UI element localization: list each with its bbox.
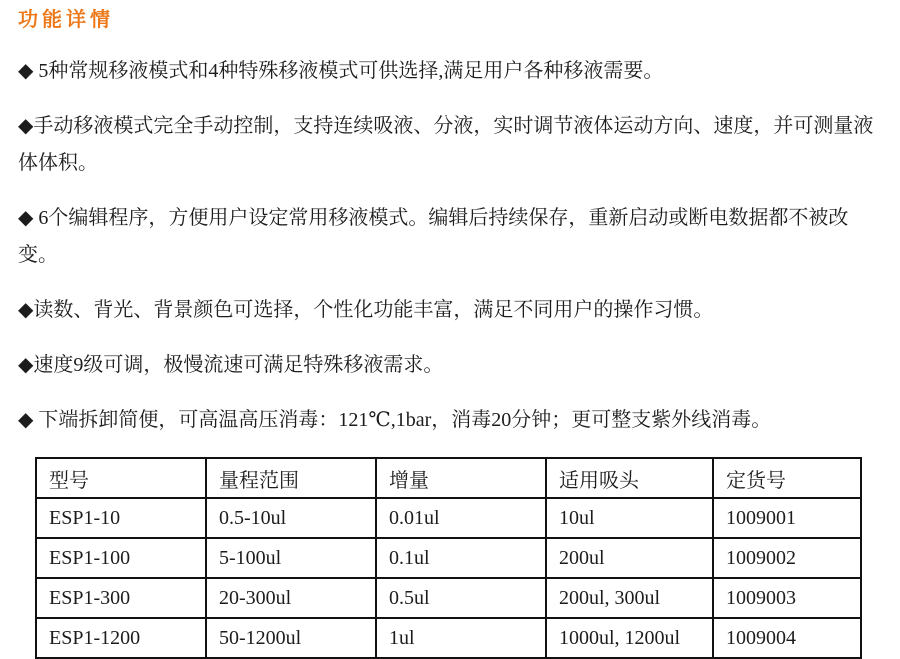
table-cell: 1009002: [713, 538, 861, 578]
table-cell: 200ul, 300ul: [546, 578, 713, 618]
feature-item: [18, 402, 880, 439]
page-title: 功能详情: [18, 9, 114, 31]
diamond-bullet-icon: ◆: [18, 207, 34, 229]
diamond-bullet-icon: ◆: [18, 354, 34, 376]
feature-list: [18, 53, 880, 439]
table-cell: ESP1-300: [36, 578, 206, 618]
table-row: [36, 538, 861, 578]
table-cell: 0.5-10ul: [206, 498, 376, 538]
table-cell: 200ul: [546, 538, 713, 578]
diamond-bullet-icon: ◆: [18, 409, 34, 431]
table-header-cell: 量程范围: [206, 458, 376, 498]
table-cell: ESP1-10: [36, 498, 206, 538]
table-cell: 1009003: [713, 578, 861, 618]
table-cell: 0.1ul: [376, 538, 546, 578]
diamond-bullet-icon: ◆: [18, 299, 34, 321]
table-cell: 50-1200ul: [206, 618, 376, 658]
table-row: [36, 498, 861, 538]
table-header-row: [36, 458, 861, 498]
table-cell: 20-300ul: [206, 578, 376, 618]
table-row: [36, 618, 861, 658]
table-header-cell: 型号: [36, 458, 206, 498]
table-row: [36, 578, 861, 618]
feature-item: [18, 292, 880, 329]
table-cell: 0.01ul: [376, 498, 546, 538]
feature-text: 5种常规移液模式和4种特殊移液模式可供选择,满足用户各种移液需要。: [33, 60, 664, 82]
feature-item: [18, 347, 880, 384]
table-cell: 10ul: [546, 498, 713, 538]
table-cell: ESP1-1200: [36, 618, 206, 658]
feature-item: [18, 108, 880, 182]
feature-item: [18, 53, 880, 90]
table-header-cell: 增量: [376, 458, 546, 498]
table-cell: 1009004: [713, 618, 861, 658]
table-cell: 1000ul, 1200ul: [546, 618, 713, 658]
spec-table: [35, 457, 862, 659]
diamond-bullet-icon: ◆: [18, 115, 34, 137]
feature-text: 读数、背光、背景颜色可选择，个性化功能丰富，满足不同用户的操作习惯。: [33, 299, 714, 321]
feature-item: [18, 200, 880, 274]
diamond-bullet-icon: ◆: [18, 60, 34, 82]
feature-text: 下端拆卸简便，可高温高压消毒：121℃,1bar，消毒20分钟；更可整支紫外线消毒。: [33, 409, 772, 431]
table-cell: ESP1-100: [36, 538, 206, 578]
feature-text: 手动移液模式完全手动控制，支持连续吸液、分液，实时调节液体运动方向、速度，并可测量液体体积。: [18, 115, 874, 174]
table-cell: 5-100ul: [206, 538, 376, 578]
feature-text: 速度9级可调，极慢流速可满足特殊移液需求。: [33, 354, 444, 376]
table-cell: 0.5ul: [376, 578, 546, 618]
table-cell: 1009001: [713, 498, 861, 538]
feature-text: 6个编辑程序，方便用户设定常用移液模式。编辑后持续保存，重新启动或断电数据都不被改变。: [18, 207, 849, 266]
table-cell: 1ul: [376, 618, 546, 658]
table-header-cell: 适用吸头: [546, 458, 713, 498]
table-header-cell: 定货号: [713, 458, 861, 498]
